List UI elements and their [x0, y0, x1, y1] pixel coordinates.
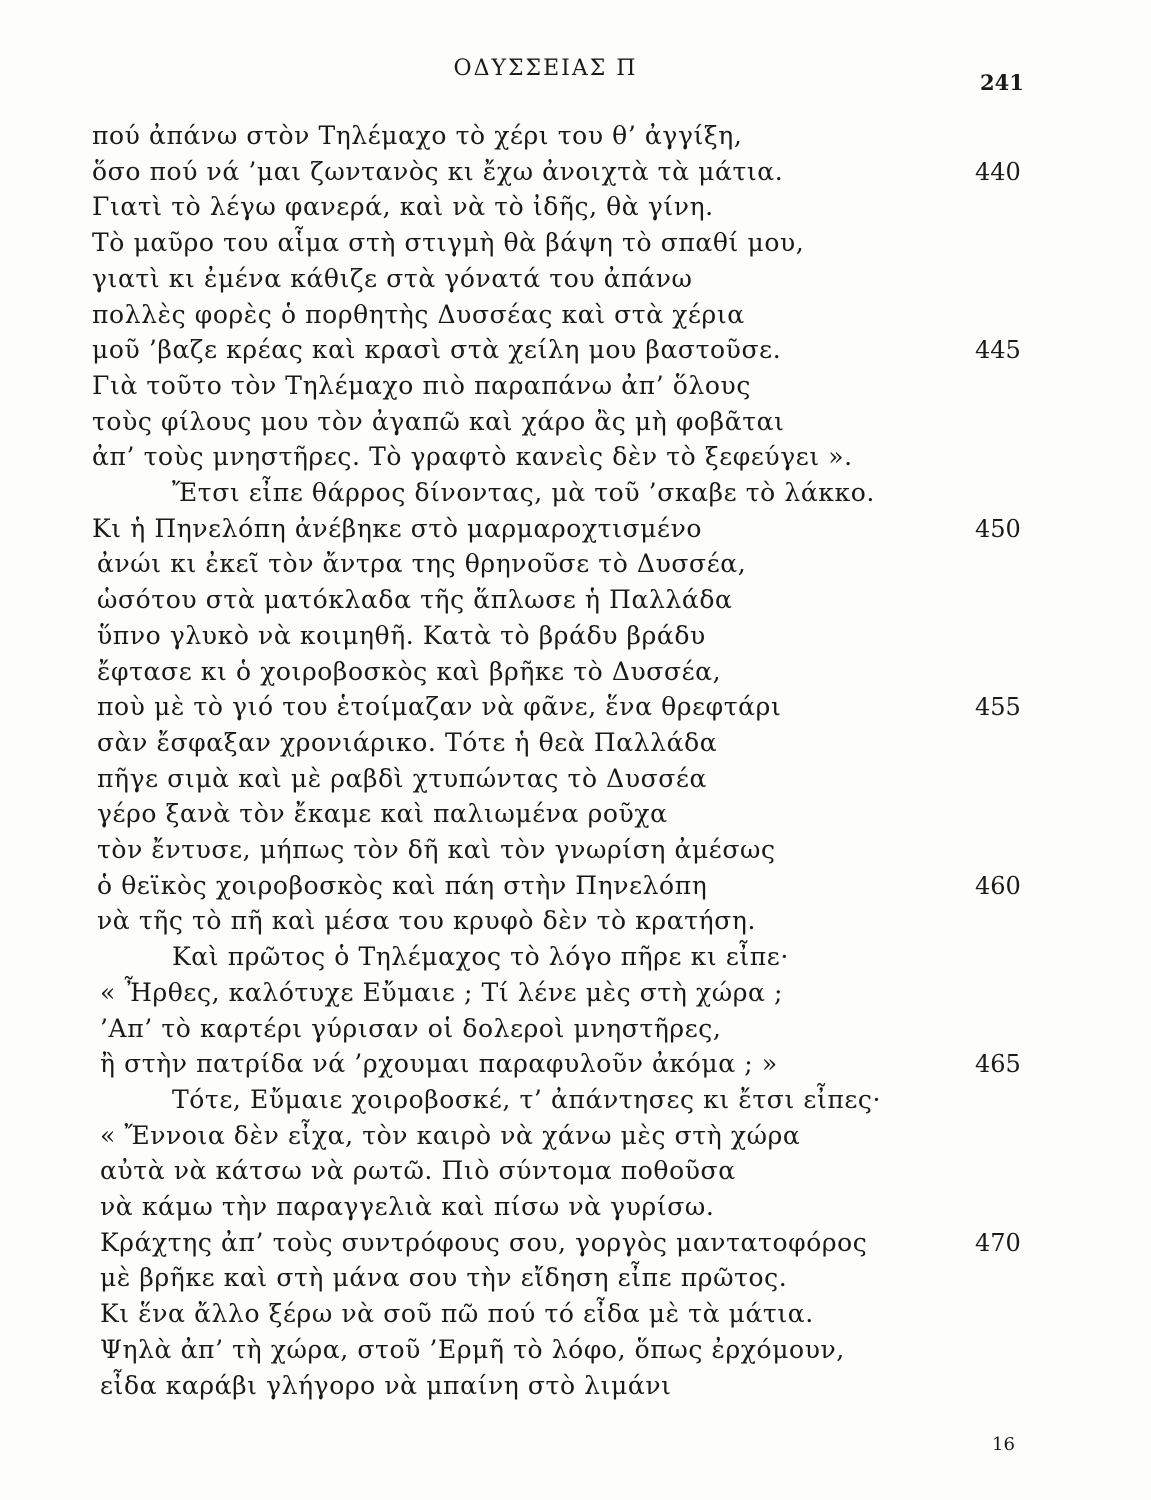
verse-text: εἶδα καράβι γλήγορο νὰ μπαίνη στὸ λιμάνι — [100, 1370, 672, 1400]
line-number: 465 — [975, 1050, 1021, 1079]
verse-line — [0, 725, 1151, 761]
verse-line — [0, 404, 1151, 440]
verse-text: μὲ βρῆκε καὶ στὴ μάνα σου τὴν εἴδηση εἶπε πρῶτος. — [100, 1263, 788, 1293]
line-number: 450 — [975, 514, 1021, 543]
verse-line — [0, 1260, 1151, 1296]
verse-line — [0, 297, 1151, 333]
verse-text: αὐτὰ νὰ κάτσω νὰ ρωτῶ. Πιὸ σύντομα ποθοῦσα — [100, 1156, 736, 1186]
verse-text: νὰ τῆς τὸ πῆ καὶ μέσα του κρυφὸ δὲν τὸ κρατήση. — [97, 906, 757, 936]
verse-text: Τὸ μαῦρο του αἷμα στὴ στιγμὴ θὰ βάψη τὸ σπαθί μου, — [92, 228, 805, 258]
verse-line — [0, 154, 1151, 190]
verse-line — [0, 118, 1151, 154]
verse-text: νὰ κάμω τὴν παραγγελιὰ καὶ πίσω νὰ γυρίσω. — [100, 1192, 715, 1221]
verse-text: Γιὰ τοῦτο τὸν Τηλέμαχο πιὸ παραπάνω ἀπ’ ὅλους — [92, 370, 751, 400]
verse-text: πολλὲς φορὲς ὁ πορθητὴς Δυσσέας καὶ στὰ χέρια — [92, 299, 745, 329]
verse-line — [0, 618, 1151, 654]
verse-text: ἀνώι κι ἐκεῖ τὸν ἄντρα της θρηνοῦσε τὸ Δυσσέα, — [97, 549, 747, 579]
verse-text: ὡσότου στὰ ματόκλαδα τῆς ἅπλωσε ἡ Παλλάδα — [97, 585, 733, 615]
verse-line — [0, 868, 1151, 904]
verse-text: τὸν ἔντυσε, μήπως τὸν δῆ καὶ τὸν γνωρίση ἀμέσως — [97, 835, 776, 864]
verse-line — [0, 582, 1151, 618]
verse-text: Κι ἕνα ἄλλο ξέρω νὰ σοῦ πῶ πού τό εἶδα μὲ τὰ μάτια. — [100, 1299, 814, 1329]
verse-text: ἔφτασε κι ὁ χοιροβοσκὸς καὶ βρῆκε τὸ Δυσσέα, — [97, 656, 722, 686]
verse-text: Ἔτσι εἶπε θάρρος δίνοντας, μὰ τοῦ ’σκαβε τὸ λάκκο. — [172, 478, 875, 507]
running-title: ΟΔΥΣΣΕΙΑΣ Π — [453, 56, 638, 81]
verse-text: Τότε, Εὔμαιε χοιροβοσκέ, τ’ ἀπάντησες κι ἔτσι εἶπες· — [172, 1084, 882, 1114]
verse-line — [0, 261, 1151, 297]
line-number: 470 — [975, 1228, 1021, 1257]
verse-text: πῆγε σιμὰ καὶ μὲ ραβδὶ χτυπώντας τὸ Δυσσέα — [97, 763, 707, 793]
verse-text: πού ἀπάνω στὸν Τηλέμαχο τὸ χέρι του θ’ ἀγγίξη, — [92, 121, 743, 150]
verse-line — [0, 439, 1151, 475]
verse-text: ’Απ’ τὸ καρτέρι γύρισαν οἱ δολεροὶ μνηστῆρες, — [100, 1013, 722, 1043]
verse-line — [0, 332, 1151, 368]
verse-line — [0, 1118, 1151, 1154]
verse-line — [0, 475, 1151, 511]
verse-line — [0, 511, 1151, 547]
line-number: 460 — [975, 871, 1021, 900]
verse-text: ἀπ’ τοὺς μνηστῆρες. Τὸ γραφτὸ κανεὶς δὲν τὸ ξεφεύγει ». — [92, 442, 853, 472]
verse-text: γέρο ξανὰ τὸν ἔκαμε καὶ παλιωμένα ροῦχα — [97, 799, 668, 829]
verse-text: ὕπνο γλυκὸ νὰ κοιμηθῆ. Κατὰ τὸ βράδυ βράδυ — [97, 620, 706, 650]
verse-text: ποὺ μὲ τὸ γιό του ἑτοίμαζαν νὰ φᾶνε, ἕνα θρεφτάρι — [97, 692, 782, 722]
verse-text: ὁ θεϊκὸς χοιροβοσκὸς καὶ πάη στὴν Πηνελόπη — [97, 870, 708, 900]
verse-line — [0, 225, 1151, 261]
verse-line — [0, 903, 1151, 939]
verse-line — [0, 796, 1151, 832]
verse-text: Κράχτης ἀπ’ τοὺς συντρόφους σου, γοργὸς μαντατοφόρος — [100, 1227, 868, 1257]
verse-line — [0, 939, 1151, 975]
verse-text: « Ἦρθες, καλότυχε Εὔμαιε ; Τί λένε μὲς στὴ χώρα ; — [100, 977, 784, 1007]
verse-line — [0, 546, 1151, 582]
verse-line — [0, 1153, 1151, 1189]
verse-line — [0, 1368, 1151, 1404]
verse-text: Κι ἡ Πηνελόπη ἀνέβηκε στὸ μαρμαροχτισμένο — [92, 513, 703, 543]
line-number: 455 — [975, 693, 1021, 722]
verse-line — [0, 1189, 1151, 1225]
page-number: 241 — [980, 70, 1024, 95]
verse-line — [0, 761, 1151, 797]
verse-text: γιατὶ κι ἐμένα κάθιζε στὰ γόνατά του ἀπάνω — [92, 263, 693, 293]
verse-line — [0, 1296, 1151, 1332]
verse-line — [0, 1046, 1151, 1082]
verse-line — [0, 832, 1151, 868]
verse-text: Γιατὶ τὸ λέγω φανερά, καὶ νὰ τὸ ἰδῆς, θὰ γίνη. — [92, 192, 714, 222]
signature-mark: 16 — [992, 1434, 1015, 1455]
line-number: 445 — [975, 336, 1021, 365]
verse-line — [0, 368, 1151, 404]
verse-text: ἢ στὴν πατρίδα νά ’ρχουμαι παραφυλοῦν ἀκόμα ; » — [100, 1049, 778, 1079]
verse-line — [0, 189, 1151, 225]
verse-text: σὰν ἔσφαξαν χρονιάρικο. Τότε ἡ θεὰ Παλλάδα — [97, 727, 718, 757]
verse-line — [0, 689, 1151, 725]
verse-text: μοῦ ’βαζε κρέας καὶ κρασὶ στὰ χείλη μου βαστοῦσε. — [92, 335, 782, 365]
verse-line — [0, 1082, 1151, 1118]
verse-text: τοὺς φίλους μου τὸν ἀγαπῶ καὶ χάρο ἂς μὴ φοβᾶται — [92, 406, 785, 436]
line-number: 440 — [975, 157, 1021, 186]
verse-line — [0, 1225, 1151, 1261]
verse-text: Καὶ πρῶτος ὁ Τηλέμαχος τὸ λόγο πῆρε κι εἶπε· — [172, 942, 789, 972]
verse-line — [0, 975, 1151, 1011]
verse-text: « Ἔννοια δὲν εἶχα, τὸν καιρὸ νὰ χάνω μὲς στὴ χώρα — [100, 1120, 801, 1150]
verse-text: ὅσο πού νά ’μαι ζωντανὸς κι ἔχω ἀνοιχτὰ τὰ μάτια. — [92, 156, 784, 186]
verse-line — [0, 1332, 1151, 1368]
verse-text: Ψηλὰ ἀπ’ τὴ χώρα, στοῦ ’Ερμῆ τὸ λόφο, ὅπως ἐρχόμουν, — [100, 1334, 845, 1364]
verse-line — [0, 654, 1151, 690]
verse-line — [0, 1011, 1151, 1047]
